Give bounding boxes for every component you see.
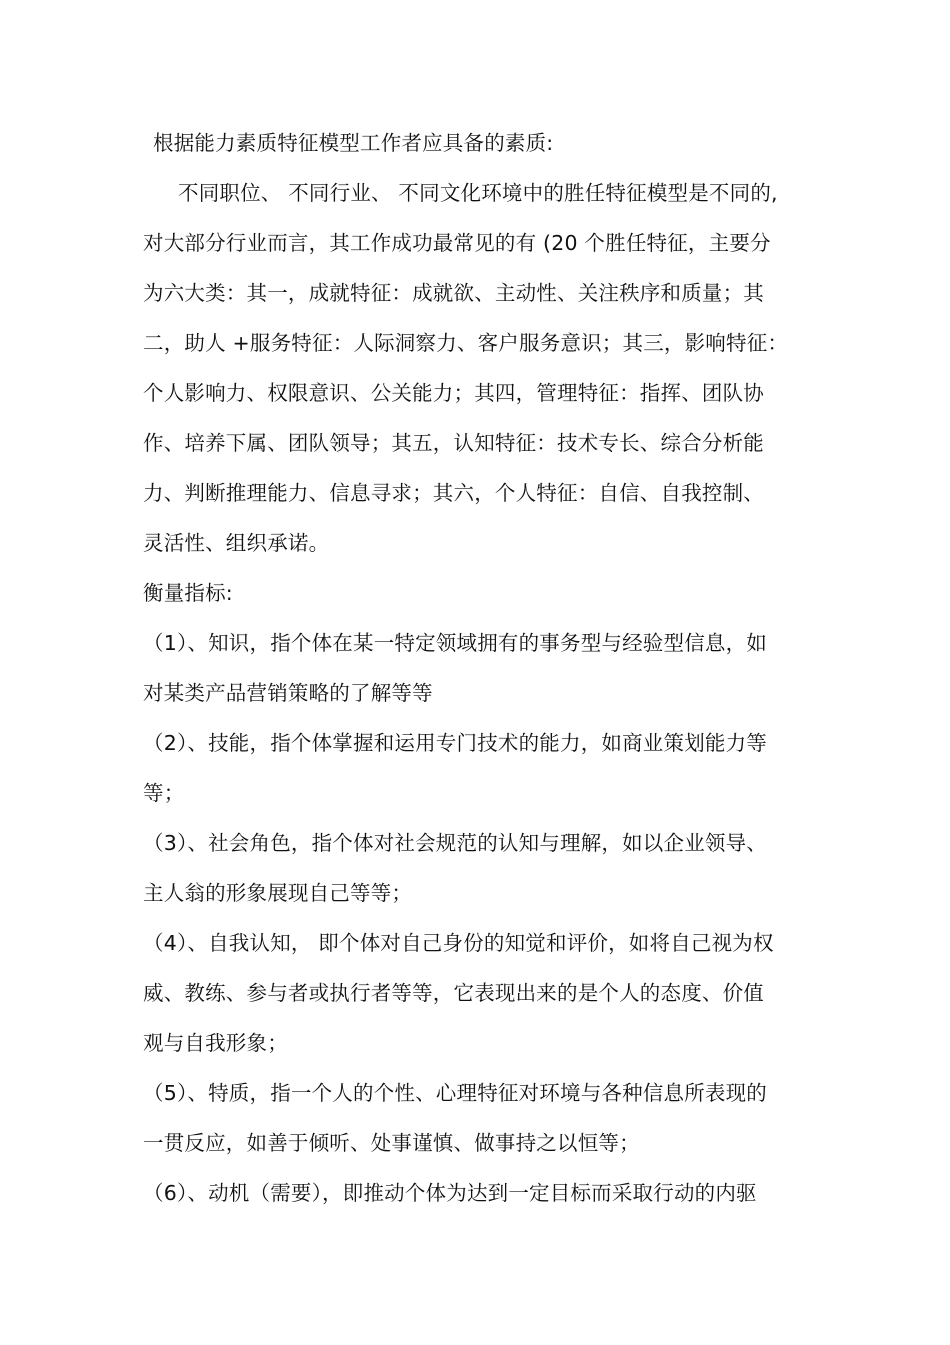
intro-line: 个人影响力、权限意识、公关能力；其四，管理特征：指挥、团队协	[143, 381, 764, 405]
item-line: （6）、动机（需要），即推动个体为达到一定目标而采取行动的内驱	[143, 1181, 757, 1205]
item-line: 一贯反应，如善于倾听、处事谨慎、做事持之以恒等；	[143, 1131, 640, 1155]
intro-line: 对大部分行业而言，其工作成功最常见的有 (20 个胜任特征，主要分	[143, 231, 771, 255]
measure-title: 衡量指标:	[143, 581, 233, 605]
document-heading: 根据能力素质特征模型工作者应具备的素质:	[153, 131, 554, 155]
intro-line: 灵活性、组织承诺。	[143, 531, 330, 555]
item-line: 对某类产品营销策略的了解等等	[143, 681, 433, 705]
item-line: 威、教练、参与者或执行者等等，它表现出来的是个人的态度、价值	[143, 981, 764, 1005]
item-line: （2）、技能，指个体掌握和运用专门技术的能力，如商业策划能力等	[143, 731, 767, 755]
item-line: （4）、自我认知， 即个体对自己身份的知觉和评价，如将自己视为权	[143, 931, 774, 955]
intro-line: 二，助人 +服务特征：人际洞察力、客户服务意识；其三，影响特征：	[143, 331, 789, 355]
item-line: 观与自我形象；	[143, 1031, 288, 1055]
intro-line: 为六大类：其一，成就特征：成就欲、主动性、关注秩序和质量；其	[143, 281, 764, 305]
intro-line: 力、判断推理能力、信息寻求；其六，个人特征：自信、自我控制、	[143, 481, 764, 505]
item-line: （5）、特质，指一个人的个性、心理特征对环境与各种信息所表现的	[143, 1081, 767, 1105]
item-line: 等；	[143, 781, 185, 805]
intro-line: 不同职位、 不同行业、 不同文化环境中的胜任特征模型是不同的,	[178, 181, 778, 205]
intro-line: 作、培养下属、团队领导；其五，认知特征：技术专长、综合分析能	[143, 431, 764, 455]
item-line: （3）、社会角色，指个体对社会规范的认知与理解，如以企业领导、	[143, 831, 767, 855]
item-line: 主人翁的形象展现自己等等；	[143, 881, 413, 905]
item-line: （1）、知识，指个体在某一特定领域拥有的事务型与经验型信息，如	[143, 631, 767, 655]
